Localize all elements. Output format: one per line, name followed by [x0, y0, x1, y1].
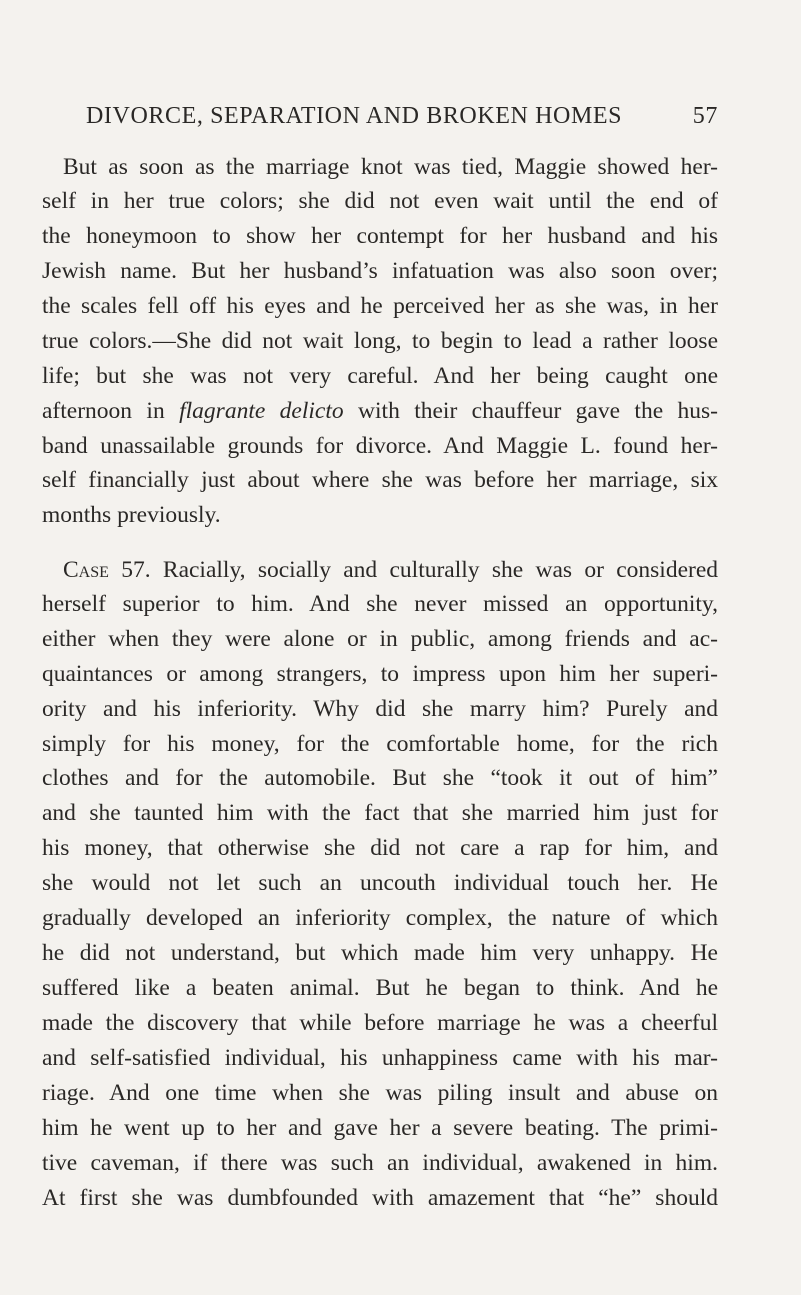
text-line	[42, 394, 718, 428]
latin-phrase: flagrante delicto	[179, 398, 344, 424]
text-line: suffered like a beaten animal. But he began to think. And he	[42, 975, 718, 1001]
running-title: DIVORCE, SEPARATION AND BROKEN HOMES	[86, 103, 623, 129]
text-line: months previously.	[42, 502, 221, 528]
text-line: she would not let such an uncouth individual touch her. He	[42, 870, 718, 896]
text-line: gradually developed an inferiority complex, the nature of which	[42, 905, 718, 931]
text-line: simply for his money, for the comfortable home, for the rich	[42, 731, 718, 757]
text-line: his money, that otherwise she did not care a rap for him, and	[42, 835, 718, 861]
text-line: herself superior to him. And she never missed an opportunity,	[42, 591, 718, 617]
page-number: 57	[692, 103, 718, 129]
text-line: self in her true colors; she did not even wait until the end of	[42, 188, 718, 214]
text-segment: afternoon in	[42, 398, 180, 424]
text-line: he did not understand, but which made him very unhappy. He	[42, 940, 718, 966]
text-line: band unassailable grounds for divorce. And Maggie L. found her-	[42, 433, 718, 459]
text-line: clothes and for the automobile. But she “took it out of him”	[42, 765, 718, 791]
text-line: ority and his inferiority. Why did she marry him? Purely and	[42, 696, 718, 722]
text-line: made the discovery that while before marriage he was a cheerful	[42, 1010, 718, 1036]
text-line: and she taunted him with the fact that she married him just for	[42, 800, 718, 826]
text-line: tive caveman, if there was such an individual, awakened in him.	[42, 1150, 718, 1176]
text-line: the honeymoon to show her contempt for her husband and his	[42, 223, 718, 249]
text-line: him he went up to her and gave her a severe beating. The primi-	[42, 1115, 718, 1141]
text-line: self financially just about where she was before her marriage, six	[42, 467, 718, 493]
text-line: either when they were alone or in public, among friends and ac-	[42, 626, 718, 652]
text-line: riage. And one time when she was piling insult and abuse on	[42, 1080, 718, 1106]
text-line	[63, 553, 718, 587]
text-line: At first she was dumbfounded with amazement that “he” should	[42, 1185, 718, 1211]
text-line: true colors.—She did not wait long, to begin to lead a rather loose	[42, 328, 718, 354]
text-segment: with their chauffeur gave the hus-	[343, 398, 718, 424]
text-line: quaintances or among strangers, to impress upon him her superi-	[42, 661, 718, 687]
text-segment: Racially, socially and culturally she was or considered	[150, 557, 719, 583]
text-line: But as soon as the marriage knot was tied, Maggie showed her-	[63, 154, 718, 180]
text-line: the scales fell off his eyes and he perceived her as she was, in her	[42, 293, 718, 319]
running-header	[86, 103, 718, 130]
text-line: Jewish name. But her husband’s infatuation was also soon over;	[42, 258, 718, 284]
case-label: Case 57.	[63, 557, 151, 583]
text-line: and self-satisfied individual, his unhappiness came with his mar-	[42, 1045, 718, 1071]
text-line: life; but she was not very careful. And her being caught one	[42, 363, 718, 389]
